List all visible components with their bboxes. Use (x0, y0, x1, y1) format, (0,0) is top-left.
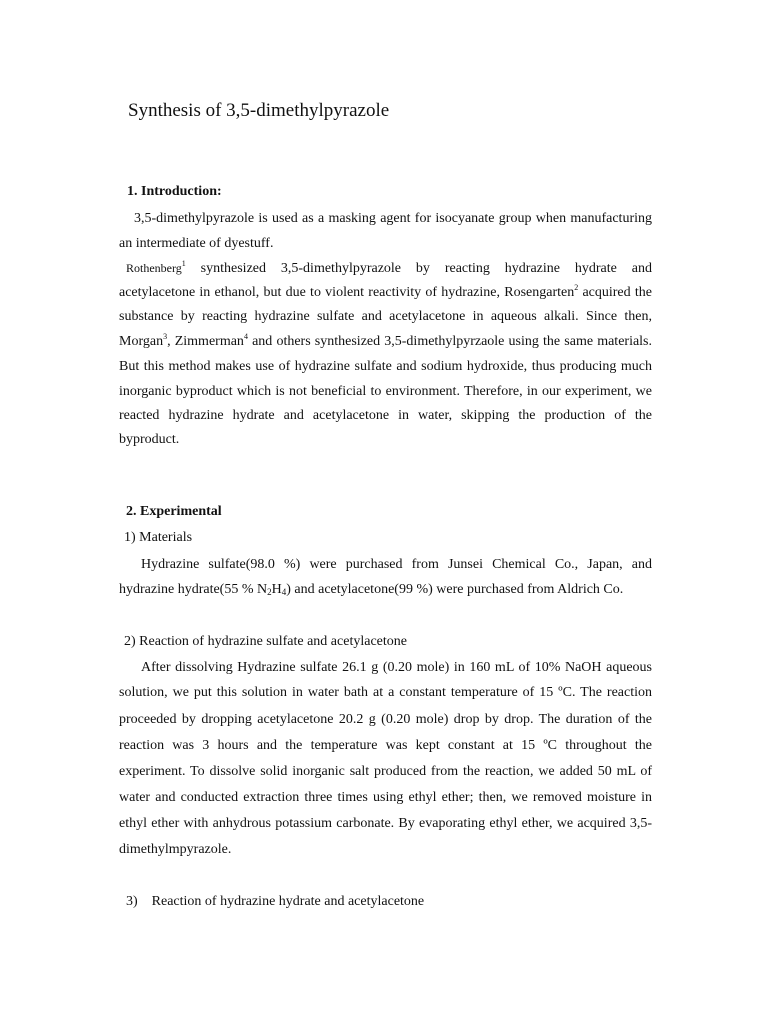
intro-paragraph-2-line-6: inorganic byproduct which is not beneficial to environment. Therefore, in our experiment, we (119, 384, 652, 399)
reaction-1-line-8: dimethylmpyrazole. (119, 842, 232, 857)
intro-text: acquired the (578, 285, 652, 300)
materials-text: H (271, 582, 282, 597)
intro-paragraph-2-line-4 (119, 333, 652, 351)
author-rothenberg: Rothenberg (126, 261, 182, 275)
reaction-1-line-6: water and conducted extraction three times using ethyl ether; then, we removed moisture in (119, 790, 652, 805)
reference-2: 2 (574, 283, 579, 292)
experimental-heading: 2. Experimental (126, 504, 222, 519)
intro-text: synthesized 3,5-dimethylpyrazole by reacting hydrazine hydrate and (185, 261, 652, 276)
materials-line-1: Hydrazine sulfate(98.0 %) were purchased from Junsei Chemical Co., Japan, and (141, 557, 652, 572)
materials-subheading: 1) Materials (124, 530, 193, 545)
subscript-2: 2 (267, 587, 272, 597)
reference-4: 4 (243, 332, 248, 341)
intro-paragraph-2-line-8: byproduct. (119, 432, 180, 447)
reference-3: 3 (163, 332, 168, 341)
materials-line-2 (119, 581, 652, 599)
reaction-1-line-1: After dissolving Hydrazine sulfate 26.1 g (0.20 mole) in 160 mL of 10% NaOH aqueous (141, 660, 652, 675)
reaction-1-line-5: experiment. To dissolve solid inorganic salt produced from the reaction, we added 50 mL of (119, 764, 652, 779)
intro-paragraph-1-line-2: an intermediate of dyestuff. (119, 236, 274, 251)
intro-paragraph-2-line-1 (126, 259, 652, 278)
document-title: Synthesis of 3,5-dimethylpyrazole (128, 100, 390, 121)
materials-text: hydrazine hydrate(55 % N (119, 582, 268, 597)
reaction-1-subheading: 2) Reaction of hydrazine sulfate and acetylacetone (124, 634, 407, 649)
intro-text: acetylacetone in ethanol, but due to violent reactivity of hydrazine, Rosengarten (119, 285, 575, 300)
intro-paragraph-2-line-2 (119, 284, 652, 302)
reaction-2-subheading: 3) Reaction of hydrazine hydrate and acetylacetone (126, 894, 425, 909)
materials-text: ) and acetylacetone(99 %) were purchased from Aldrich Co. (286, 582, 624, 597)
reaction-1-line-4: reaction was 3 hours and the temperature was kept constant at 15 ºC throughout the (119, 738, 652, 753)
intro-paragraph-2-line-3: substance by reacting hydrazine sulfate and acetylacetone in aqueous alkali. Since then, (119, 309, 652, 324)
introduction-heading: 1. Introduction: (127, 184, 222, 199)
author-zimmerman: , Zimmerman (167, 334, 244, 349)
reference-1: 1 (181, 259, 186, 268)
subscript-4: 4 (281, 587, 287, 597)
intro-paragraph-1-line-1: 3,5-dimethylpyrazole is used as a masking agent for isocyanate group when manufacturing (134, 211, 652, 226)
author-morgan: Morgan (119, 334, 164, 349)
reaction-1-line-7: ethyl ether with anhydrous potassium carbonate. By evaporating ethyl ether, we acquired 3,5- (119, 816, 652, 831)
reaction-1-line-3: proceeded by dropping acetylacetone 20.2 g (0.20 mole) drop by drop. The duration of the (119, 712, 652, 727)
intro-paragraph-2-line-7: reacted hydrazine hydrate and acetylacetone in water, skipping the production of the (119, 408, 652, 423)
intro-paragraph-2-line-5: But this method makes use of hydrazine sulfate and sodium hydroxide, thus producing much (119, 359, 652, 374)
intro-text: and others synthesized 3,5-dimethylpyrzaole using the same materials. (247, 334, 653, 349)
reaction-1-line-2: solution, we put this solution in water bath at a constant temperature of 15 ºC. The reaction (119, 685, 652, 700)
